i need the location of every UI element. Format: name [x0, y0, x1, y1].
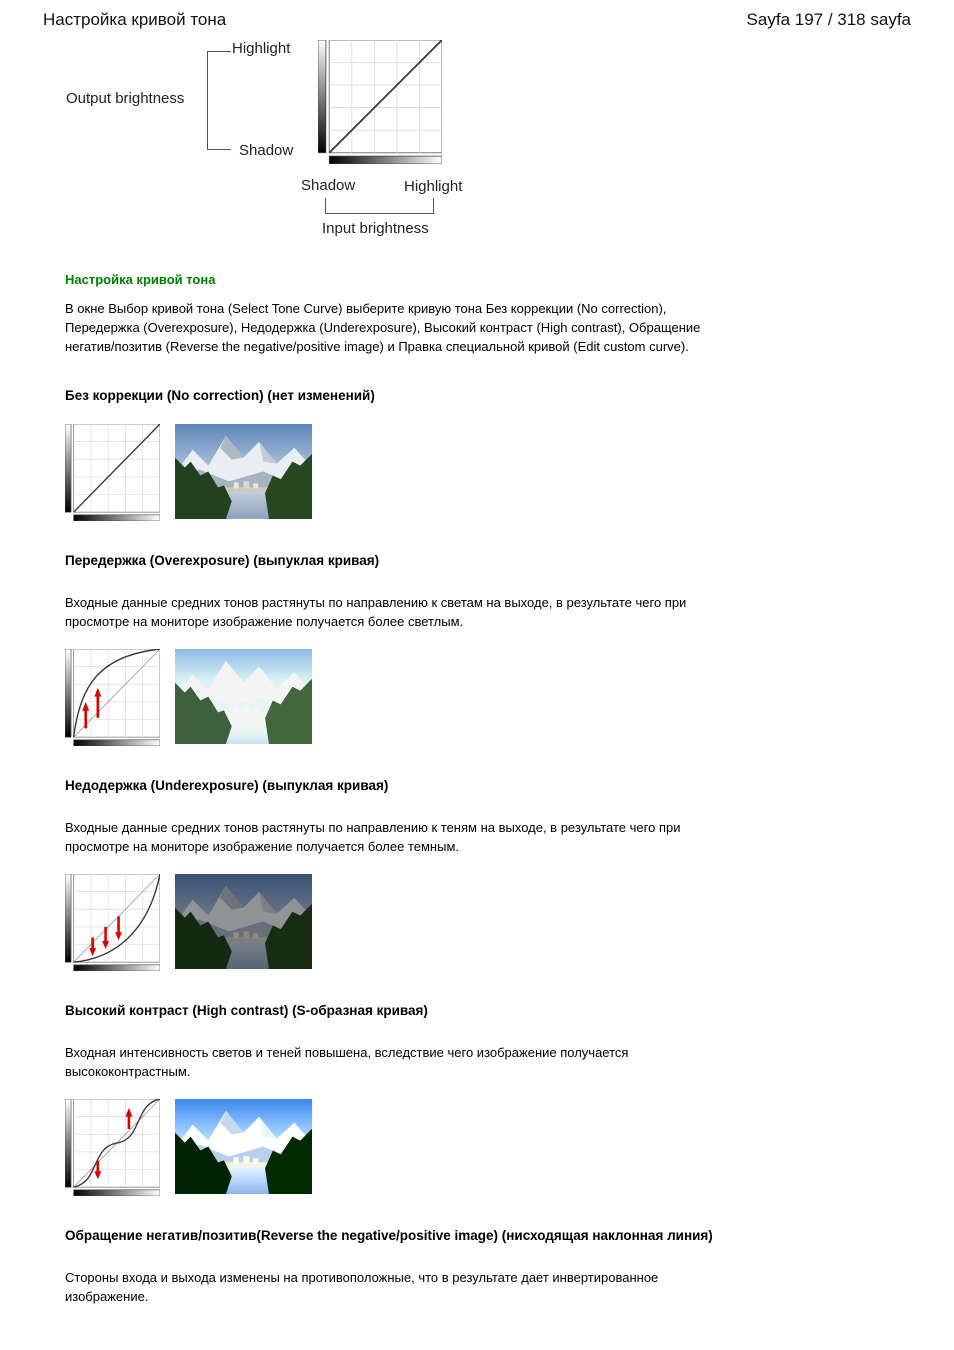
underexposure-figures — [65, 874, 739, 971]
sample-photo-normal — [175, 424, 312, 519]
tone-curve-graph — [318, 40, 442, 164]
tone-curve-linear-graph — [65, 424, 160, 521]
page-header — [0, 0, 954, 30]
page-number: Sayfa 197 / 318 sayfa — [746, 10, 911, 29]
underexposure-description: Входные данные средних тонов растянуты по направлению к теням на выходе, в результате чего при просмотре на мониторе изображение получается более темным. — [65, 820, 681, 854]
subsection-heading-high-contrast: Высокий контраст (High contrast) (S-образная кривая) — [65, 1003, 428, 1018]
overexposure-description: Входные данные средних тонов растянуты по направлению к светам на выходе, в результате чего при просмотре на мониторе изображение получается более светлым. — [65, 595, 687, 629]
sample-photo-high-contrast — [175, 1099, 312, 1194]
page-content — [0, 272, 954, 1306]
sample-photo-underexposed — [175, 874, 312, 969]
diagram-input-brightness-label: Input brightness — [322, 220, 429, 237]
subsection-heading-overexposure: Передержка (Overexposure) (выпуклая кривая) — [65, 553, 380, 568]
tone-curve-diagram — [0, 32, 954, 244]
high-contrast-figures — [65, 1099, 739, 1196]
high-contrast-description: Входная интенсивность светов и теней повышена, вследствие чего изображение получается высококонтрастным. — [65, 1045, 629, 1079]
tone-curve-concave-graph — [65, 874, 160, 971]
diagram-x-shadow-label: Shadow — [301, 177, 356, 194]
diagram-highlight-label: Highlight — [232, 40, 291, 57]
subsection-heading-underexposure: Недодержка (Underexposure) (выпуклая кривая) — [65, 778, 389, 793]
overexposure-figures — [65, 649, 739, 746]
reverse-description: Стороны входа и выхода изменены на противоположные, что в результате дает инвертированное изображение. — [65, 1270, 659, 1304]
subsection-heading-no-correction: Без коррекции (No correction) (нет изменений) — [65, 388, 375, 403]
sample-photo-overexposed — [175, 649, 312, 744]
no-correction-figures — [65, 424, 739, 521]
x-axis-brace — [325, 198, 434, 214]
diagram-shadow-label: Shadow — [239, 142, 294, 159]
y-axis-brace — [207, 51, 231, 150]
intro-paragraph: В окне Выбор кривой тона (Select Tone Curve) выберите кривую тона Без коррекции (No correction), Передержка (Overexposure), Недодержка (Underexposure), Высокий контраст (High contrast), Обращение негатив/позитив (Reverse the negative/positive image) и Правка специальной кривой (Edit custom curve). — [65, 301, 701, 354]
diagram-x-highlight-label: Highlight — [404, 178, 463, 195]
diagram-output-brightness-label: Output brightness — [66, 90, 185, 107]
tone-curve-s-graph — [65, 1099, 160, 1196]
page-title: Настройка кривой тона — [43, 10, 227, 29]
subsection-heading-reverse: Обращение негатив/позитив(Reverse the negative/positive image) (нисходящая наклонная линия) — [65, 1228, 713, 1243]
section-heading: Настройка кривой тона — [65, 272, 216, 287]
tone-curve-convex-graph — [65, 649, 160, 746]
